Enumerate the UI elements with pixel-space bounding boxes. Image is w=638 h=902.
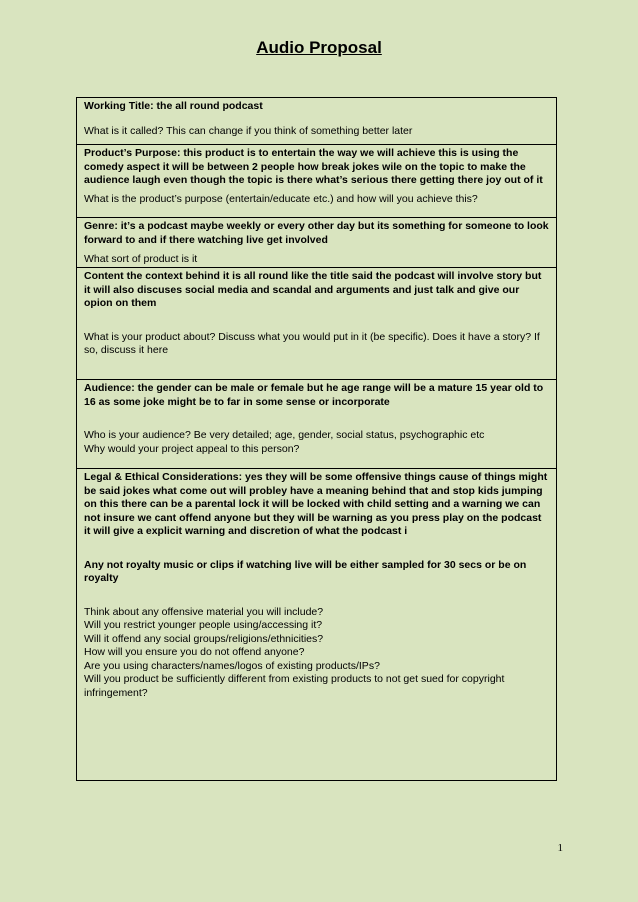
content-prompt: What is your product about? Discuss what you would put in it (be specific). Does it have a story? If so, discuss it here xyxy=(84,330,540,356)
genre-prompt: What sort of product is it xyxy=(84,253,198,265)
audience-cell xyxy=(77,380,556,469)
legal-answer: Legal & Ethical Considerations: yes they will be some offensive things cause of things might be said jokes what come out will probley have a meaning behind that and stop kids jumping on this there can be a parental lock it will be locked with child setting and a warning we can not insure we cant offend anyone but they will be warning as you press play on the podcast it will give a explicit warning and discretion of what the podcast i xyxy=(84,471,548,537)
genre-answer: Genre: it’s a podcast maybe weekly or every other day but its something for someone to look forward to and if there watching live get involved xyxy=(84,220,549,246)
working-title-cell xyxy=(77,98,556,145)
content-cell xyxy=(77,268,556,380)
purpose-prompt: What is the product’s purpose (entertain/educate etc.) and how will you achieve this? xyxy=(84,192,478,205)
page-title: Audio Proposal xyxy=(256,38,382,57)
genre-cell xyxy=(77,218,556,268)
working-title-answer: Working Title: the all round podcast xyxy=(84,100,263,112)
purpose-cell xyxy=(77,145,556,218)
legal-prompt: Think about any offensive material you will include? Will you restrict younger people using/accessing it? Will it offend any social groups/religions/ethnicities? How will you ensure you do not offend anyone? Are you using characters/names/logos of existing products/IPs? Will you product be sufficiently different from existing products to not get sued for copyright infringement? xyxy=(84,605,505,699)
audience-prompt: Who is your audience? Be very detailed; age, gender, social status, psychographic etc Why would your project appeal to this person? xyxy=(84,429,485,455)
legal-cell xyxy=(77,469,556,780)
page-number: 1 xyxy=(557,842,563,854)
content-answer: Content the context behind it is all round like the title said the podcast will involve story but it will also discuses social media and scandal and arguments and just talk and give our opion on them xyxy=(84,270,542,309)
working-title-prompt: What is it called? This can change if you think of something better later xyxy=(84,124,413,137)
audience-answer: Audience: the gender can be male or female but he age range will be a mature 15 year old to 16 as some joke might be to far in some sense or incorporate xyxy=(84,382,544,408)
purpose-answer: Product’s Purpose: this product is to entertain the way we will achieve this is using the comedy aspect it will be between 2 people how break jokes wile on the topic to make the audience laugh even though the topic is there what’s serious there getting there joy out of it xyxy=(84,147,543,186)
proposal-table xyxy=(76,97,557,781)
legal-answer-music: Any not royalty music or clips if watching live will be either sampled for 30 secs or be on royalty xyxy=(84,558,527,584)
